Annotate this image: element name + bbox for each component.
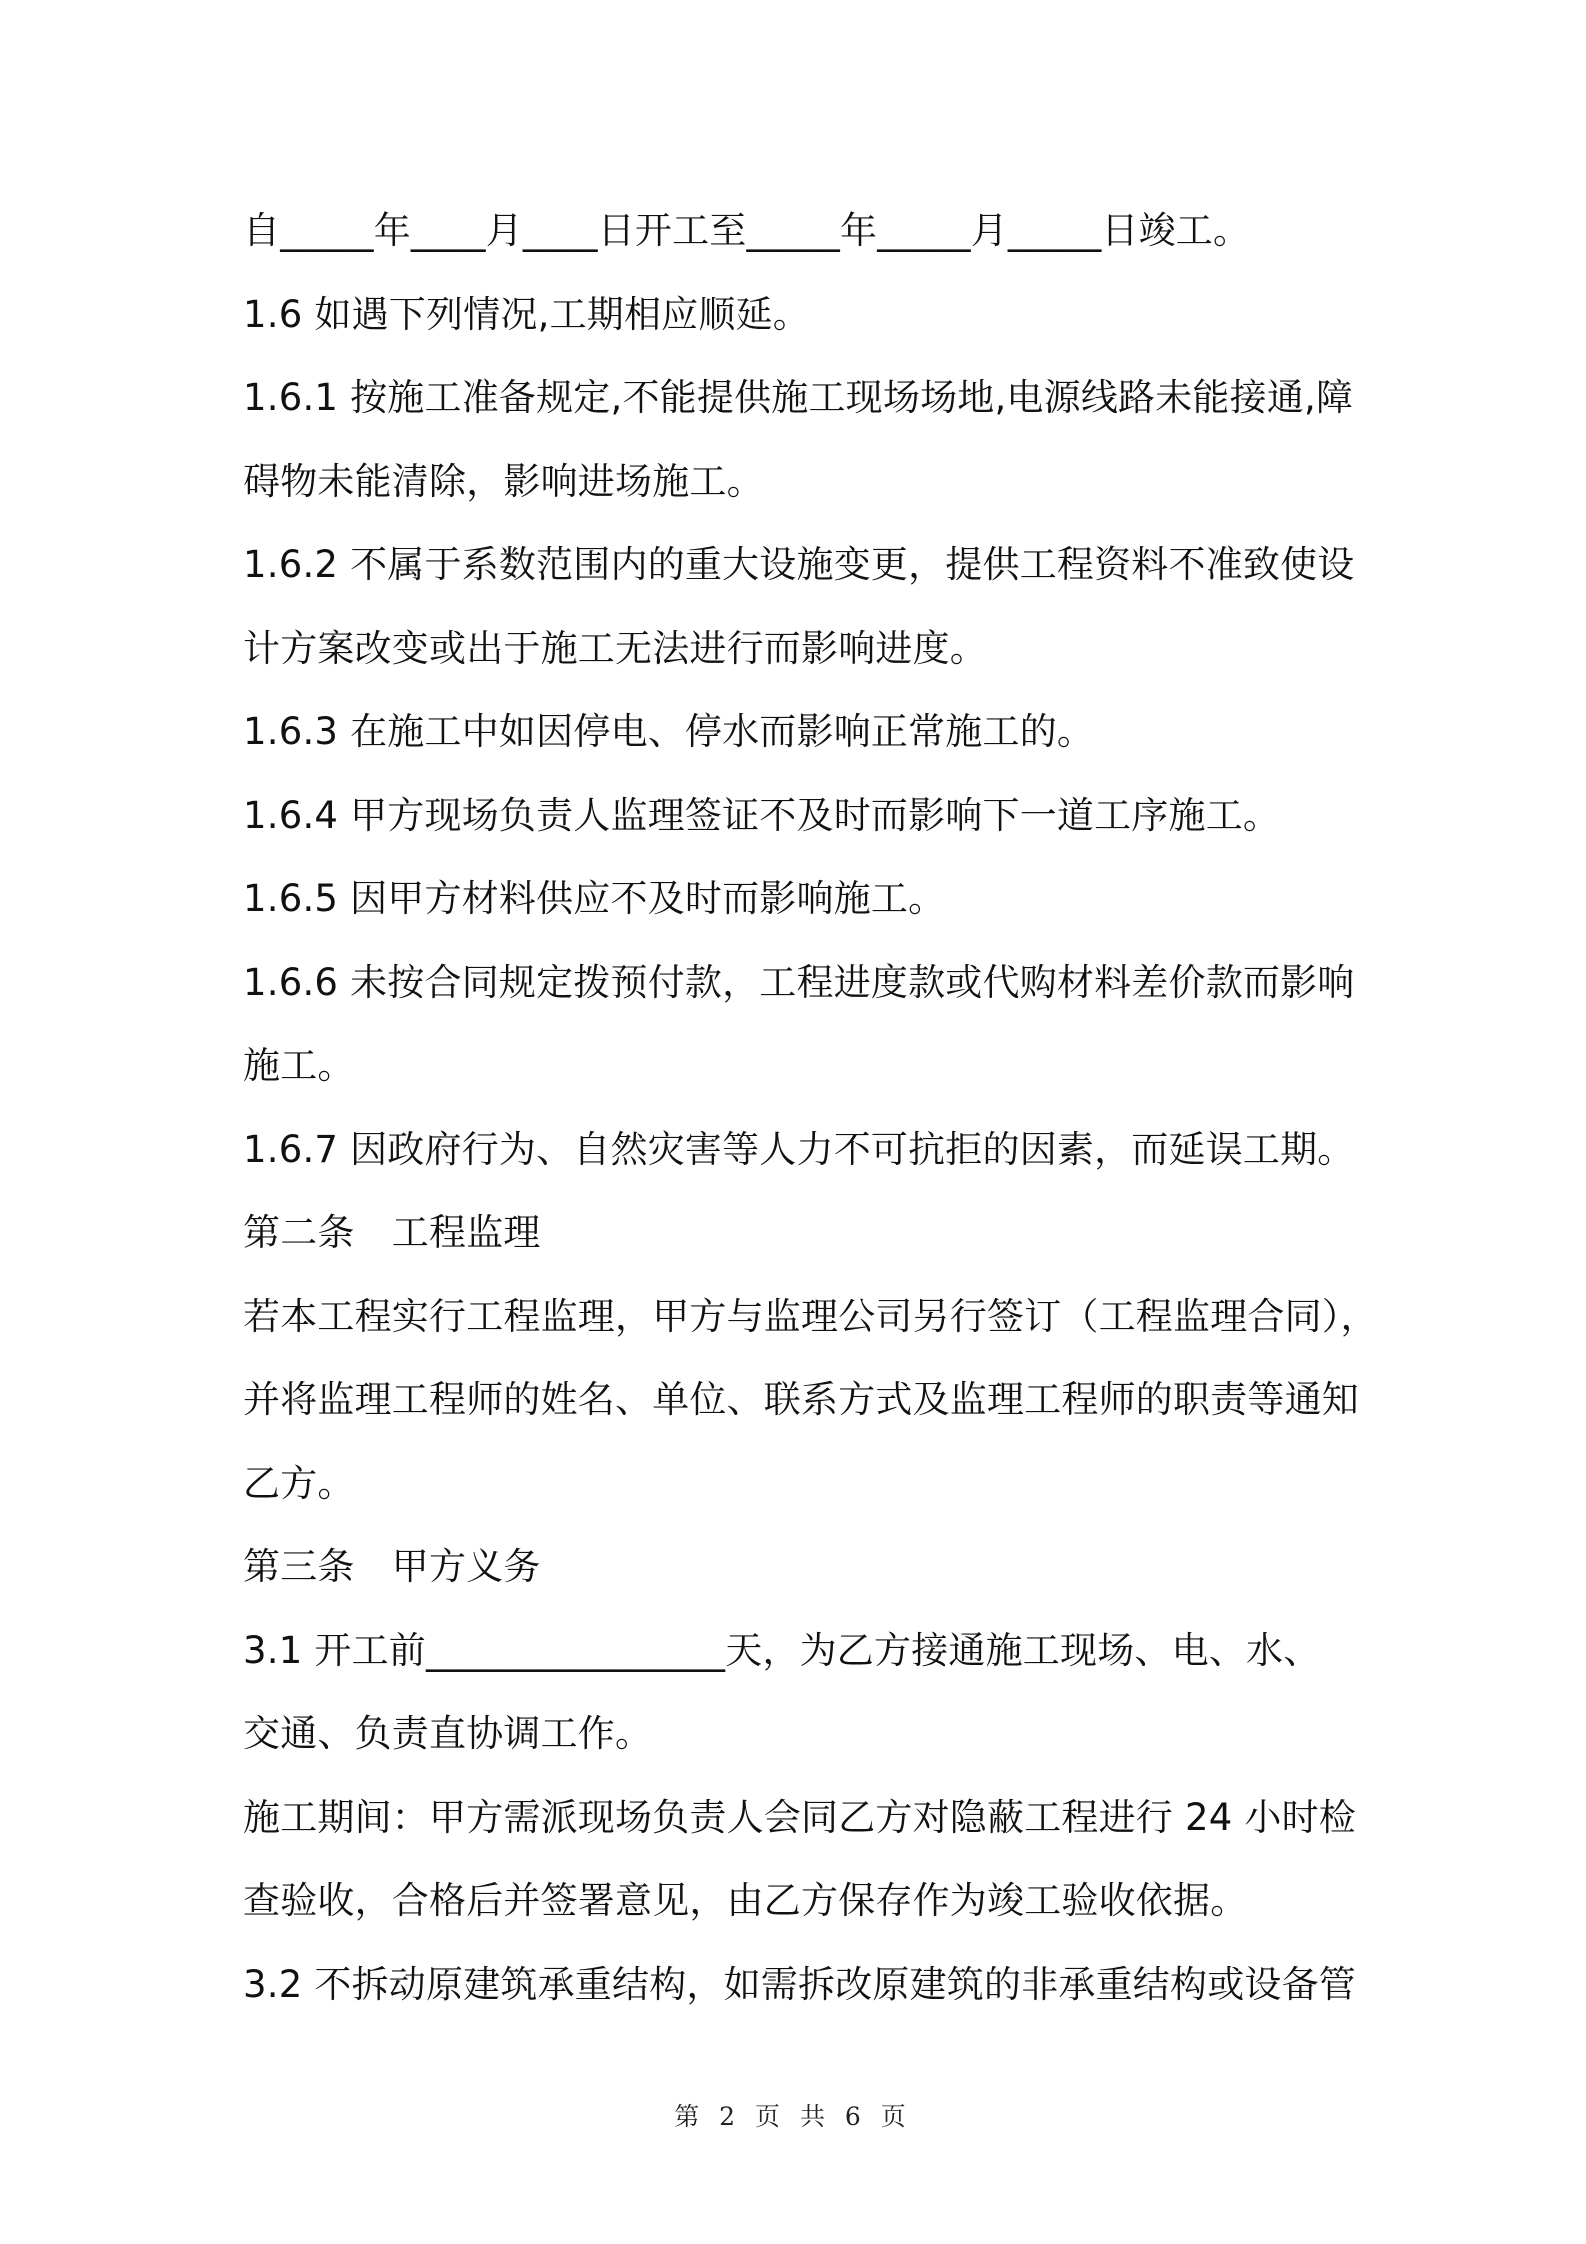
text-line: 施工期间：甲方需派现场负责人会同乙方对隐蔽工程进行 24 小时检 bbox=[243, 1795, 1357, 1839]
text-line: 碍物未能清除，影响进场施工。 bbox=[243, 459, 764, 503]
text-line: 查验收，合格后并签署意见，由乙方保存作为竣工验收依据。 bbox=[243, 1879, 1248, 1922]
text-line: 并将监理工程师的姓名、单位、联系方式及监理工程师的职责等通知 bbox=[243, 1378, 1359, 1421]
text-line: 3.1 开工前________________天，为乙方接通施工现场、电、水、 bbox=[243, 1628, 1321, 1672]
page-number-footer: 第 2 页 共 6 页 bbox=[674, 2102, 912, 2131]
document-body bbox=[243, 196, 1378, 2033]
text-line: 计方案改变或出于施工无法进行而影响进度。 bbox=[243, 626, 987, 670]
section-heading: 第三条 甲方义务 bbox=[243, 1545, 541, 1588]
text-line: 1.6.5 因甲方材料供应不及时而影响施工。 bbox=[243, 877, 946, 920]
text-line: 自_____年____月____日开工至_____年_____月_____日竣工。 bbox=[243, 209, 1251, 252]
text-line: 乙方。 bbox=[243, 1461, 355, 1505]
text-line: 1.6 如遇下列情况,工期相应顺延。 bbox=[243, 292, 810, 336]
text-line: 施工。 bbox=[243, 1044, 355, 1087]
text-line: 1.6.3 在施工中如因停电、停水而影响正常施工的。 bbox=[243, 710, 1095, 753]
text-line: 若本工程实行工程监理，甲方与监理公司另行签订（工程监理合同）， bbox=[243, 1294, 1378, 1338]
text-line: 1.6.1 按施工准备规定,不能提供施工现场场地,电源线路未能接通,障 bbox=[243, 376, 1354, 419]
section-heading: 第二条 工程监理 bbox=[243, 1211, 541, 1254]
text-line: 交通、负责直协调工作。 bbox=[243, 1712, 653, 1755]
text-line: 1.6.4 甲方现场负责人监理签证不及时而影响下一道工序施工。 bbox=[243, 793, 1281, 837]
text-line: 1.6.2 不属于系数范围内的重大设施变更，提供工程资料不准致使设 bbox=[243, 543, 1355, 586]
text-line: 1.6.6 未按合同规定拨预付款，工程进度款或代购材料差价款而影响 bbox=[243, 960, 1355, 1004]
text-line: 3.2 不拆动原建筑承重结构，如需拆改原建筑的非承重结构或设备管 bbox=[243, 1962, 1357, 2006]
text-line: 1.6.7 因政府行为、自然灾害等人力不可抗拒的因素，而延误工期。 bbox=[243, 1127, 1355, 1171]
